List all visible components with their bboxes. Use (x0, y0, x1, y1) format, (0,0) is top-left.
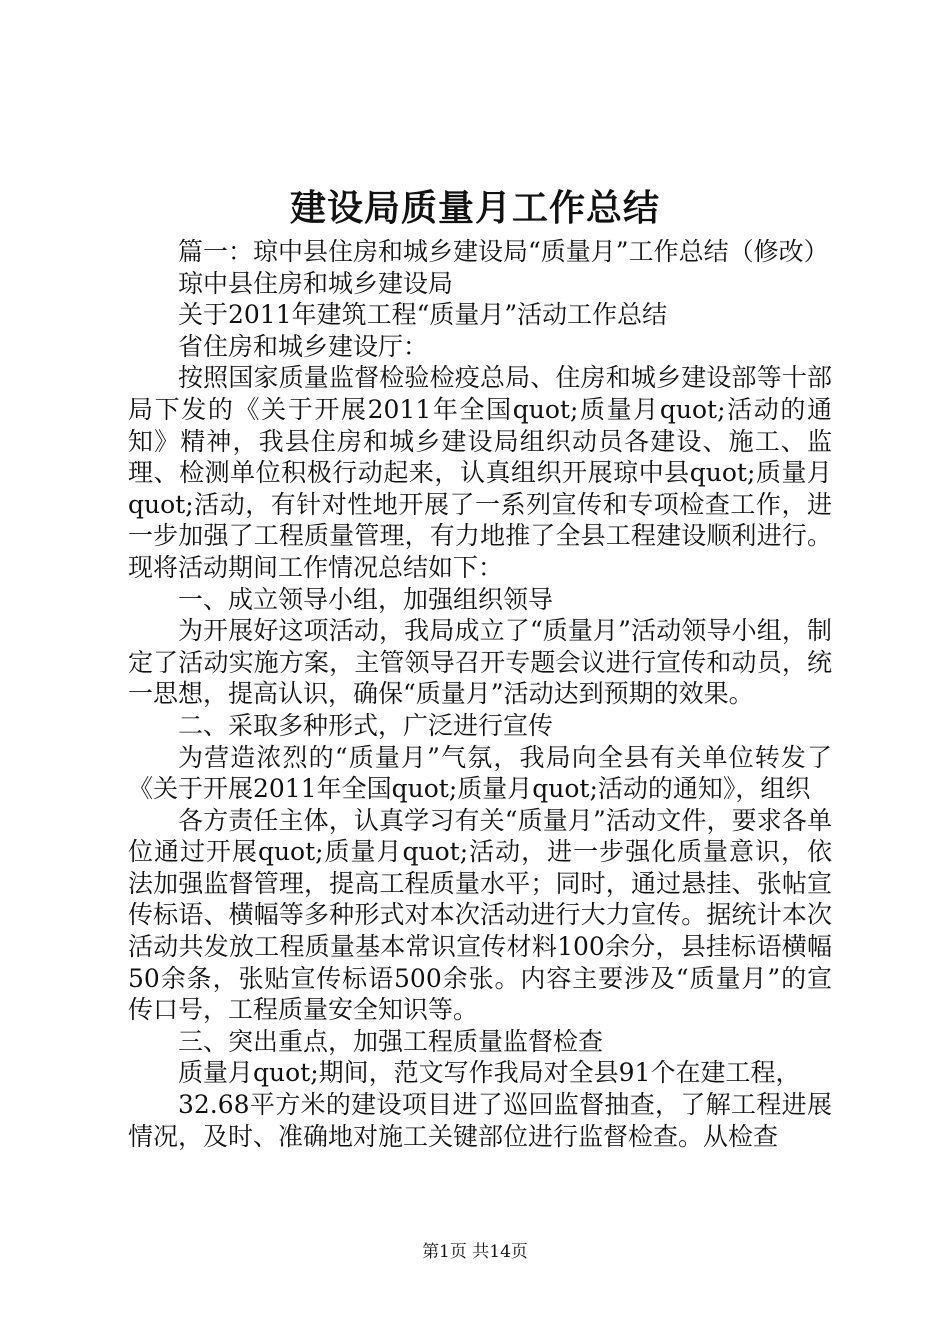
paragraph: 为开展好这项活动，我局成立了“质量月”活动领导小组，制定了活动实施方案，主管领导召开专题会议进行宣传和动员，统一思想，提高认识，确保“质量月”活动达到预期的效果。 (128, 616, 832, 709)
paragraph: 关于2011年建筑工程“质量月”活动工作总结 (178, 300, 668, 330)
paragraph: 质量月quot;期间，范文写作我局对全县91个在建工程， (178, 1058, 801, 1088)
paragraph: 按照国家质量监督检验检疫总局、住房和城乡建设部等十部局下发的《关于开展2011年全国quot;质量月quot;活动的通知》精神，我县住房和城乡建设局组织动员各建设、施工、监理、检测单位积极行动起来，认真组织开展琼中县quot;质量月quot;活动，有针对性地开展了一系列宣传和专项检查工作，进一步加强了工程质量管理，有力地推了全县工程建设顺利进行。现将活动期间工作情况总结如下： (128, 363, 832, 582)
page-number-footer: 第1页 共14页 (422, 1242, 528, 1262)
paragraph: 琼中县住房和城乡建设局 (178, 268, 454, 298)
document-body (128, 236, 832, 1152)
paragraph: 32.68平方米的建设项目进了巡回监督抽查，了解工程进展情况，及时、准确地对施工关键部位进行监督检查。从检查 (128, 1090, 832, 1151)
paragraph: 省住房和城乡建设厅： (178, 331, 429, 361)
paragraph: 篇一：琼中县住房和城乡建设局“质量月”工作总结（修改） (178, 237, 829, 266)
document-title: 建设局质量月工作总结 (289, 187, 660, 229)
section-heading: 二、采取多种形式，广泛进行宣传 (178, 710, 554, 740)
section-heading: 三、突出重点，加强工程质量监督检查 (178, 1026, 604, 1056)
section-heading: 一、成立领导小组，加强组织领导 (178, 584, 554, 614)
paragraph: 各方责任主体，认真学习有关“质量月”活动文件，要求各单位通过开展quot;质量月quot;活动，进一步强化质量意识，依法加强监督管理，提高工程质量水平；同时，通过悬挂、张帖宣传标语、横幅等多种形式对本次活动进行大力宣传。据统计本次活动共发放工程质量基本常识宣传材料100余分，县挂标语横幅50余条，张贴宣传标语500余张。内容主要涉及“质量月”的宣传口号，工程质量安全知识等。 (128, 805, 832, 1025)
paragraph: 为营造浓烈的“质量月”气氛，我局向全县有关单位转发了《关于开展2011年全国quot;质量月quot;活动的通知》，组织 (128, 742, 832, 804)
